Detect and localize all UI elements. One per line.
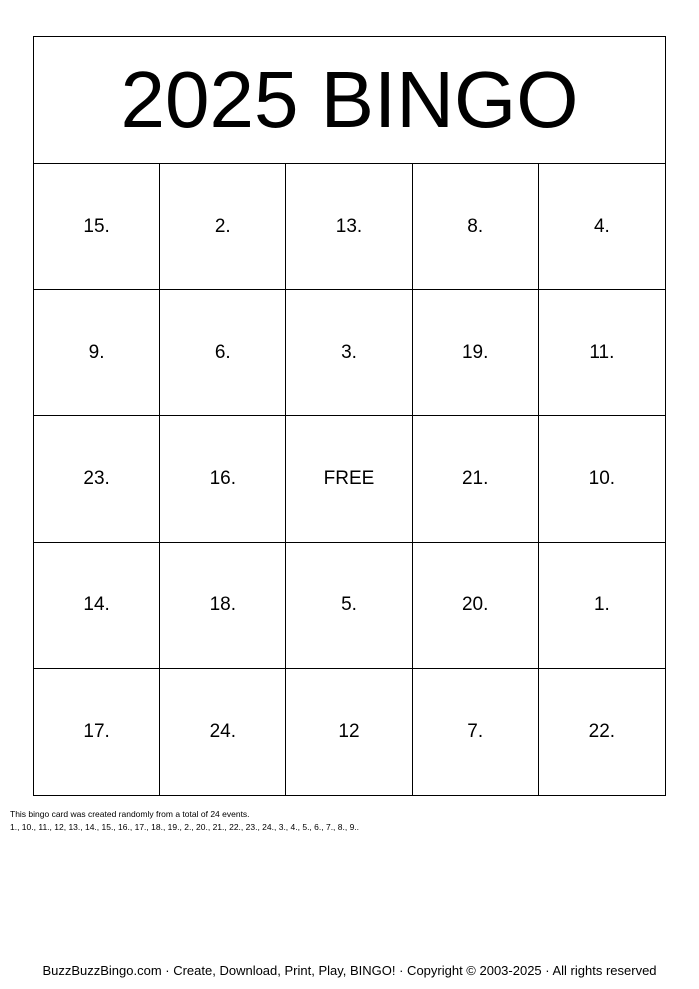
bingo-cell: 21. [413,416,539,542]
bingo-cell: 22. [588,720,616,742]
bingo-cell: 8. [413,164,539,290]
bingo-cell: 3. [286,290,412,416]
bingo-cell: 6. [160,290,286,416]
note-line-summary: This bingo card was created randomly from a total of 24 events. [10,809,250,819]
bingo-cell: 14. [34,543,160,669]
bingo-cell: 5. [286,543,412,669]
bingo-cell: 15. [34,164,160,290]
bingo-cell: 18. [160,543,286,669]
bingo-card [33,36,666,796]
bingo-cell: 16. [160,416,286,542]
bingo-cell: 24. [160,669,286,795]
bingo-cell: 11. [539,290,665,416]
bingo-cell: 1. [539,543,665,669]
generation-note [10,808,690,834]
bingo-cell: 2. [160,164,286,290]
bingo-cell: 4. [539,164,665,290]
bingo-cell: 23. [34,416,160,542]
bingo-cell: 13. [286,164,412,290]
bingo-cell: 7. [413,669,539,795]
bingo-cell: 17. [34,669,160,795]
bingo-cell: 20. [413,543,539,669]
free-space-cell: FREE [286,416,412,542]
bingo-grid [34,164,665,795]
note-line-events: 1., 10., 11., 12, 13., 14., 15., 16., 17., 18., 19., 2., 20., 21., 22., 23., 24., 3., 4., 5., 6., 7., 8., 9.. [10,822,360,832]
bingo-cell: 10. [539,416,665,542]
card-title: 2025 BINGO [34,37,665,164]
bingo-cell: 9. [34,290,160,416]
footer-copyright: BuzzBuzzBingo.com · Create, Download, Print, Play, BINGO! · Copyright © 2003-2025 · All rights reserved [42,963,657,978]
bingo-cell: 19. [413,290,539,416]
bingo-cell: 12 [286,669,412,795]
